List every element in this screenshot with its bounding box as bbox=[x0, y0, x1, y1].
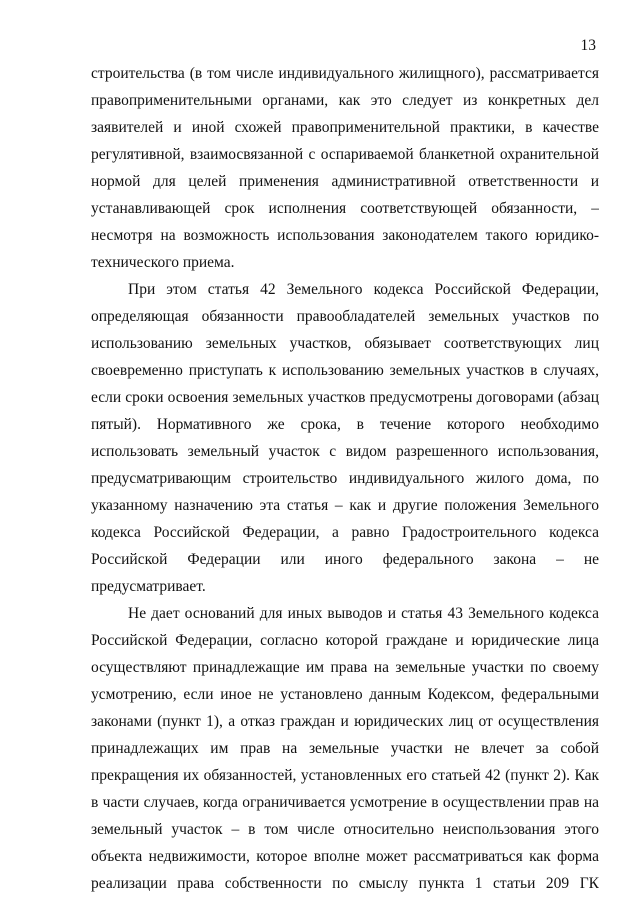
text-line: Российской Федерации, согласно которой граждане и юридические лица bbox=[91, 632, 599, 649]
text-line: принадлежащих им прав на земельные участки не влечет за собой bbox=[91, 740, 599, 757]
text-line: определяющая обязанности правообладателей земельных участков по bbox=[91, 308, 599, 325]
text-line: своевременно приступать к использованию земельных участков в случаях, bbox=[91, 362, 599, 379]
text-line: строительства (в том числе индивидуального жилищного), рассматривается bbox=[91, 65, 599, 82]
text-line: заявителей и иной схожей правоприменительной практики, в качестве bbox=[91, 119, 599, 136]
text-line: устанавливающей срок исполнения соответствующей обязанности, – bbox=[91, 200, 599, 217]
body-text bbox=[91, 64, 599, 901]
text-line: предусматривает. bbox=[91, 578, 206, 595]
paragraph bbox=[91, 280, 599, 604]
text-line: использовать земельный участок с видом разрешенного использования, bbox=[91, 443, 599, 460]
text-line: правоприменительными органами, как это следует из конкретных дел bbox=[91, 92, 599, 109]
text-line: Российской Федерации или иного федерального закона – не bbox=[91, 551, 599, 568]
text-line: регулятивной, взаимосвязанной с оспариваемой бланкетной охранительной bbox=[91, 146, 599, 163]
text-line: кодекса Российской Федерации, а равно Градостроительного кодекса bbox=[91, 524, 599, 541]
text-line: технического приема. bbox=[91, 254, 235, 271]
text-line: осуществляют принадлежащие им права на земельные участки по своему bbox=[91, 659, 599, 676]
text-line: законами (пункт 1), а отказ граждан и юридических лиц от осуществления bbox=[91, 713, 599, 730]
text-line: если сроки освоения земельных участков предусмотрены договорами (абзац bbox=[91, 389, 599, 406]
paragraph bbox=[91, 64, 599, 280]
text-line: усмотрению, если иное не установлено данным Кодексом, федеральными bbox=[91, 686, 599, 703]
text-line: прекращения их обязанностей, установленных его статьей 42 (пункт 2). Как bbox=[91, 767, 599, 784]
text-line: предусматривающим строительство индивидуального жилого дома, по bbox=[91, 470, 599, 487]
text-line: Не дает оснований для иных выводов и статья 43 Земельного кодекса bbox=[128, 605, 599, 622]
text-line: объекта недвижимости, которое вполне может рассматриваться как форма bbox=[91, 848, 599, 865]
text-line: указанному назначению эта статья – как и другие положения Земельного bbox=[91, 497, 599, 514]
text-line: земельный участок – в том числе относительно неиспользования этого bbox=[91, 821, 599, 838]
text-line: пятый). Нормативного же срока, в течение которого необходимо bbox=[91, 416, 599, 433]
text-line: использованию земельных участков, обязывает соответствующих лиц bbox=[91, 335, 599, 352]
paragraph bbox=[91, 604, 599, 901]
text-line: в части случаев, когда ограничивается усмотрение в осуществлении прав на bbox=[91, 794, 599, 811]
text-line: При этом статья 42 Земельного кодекса Российской Федерации, bbox=[128, 281, 599, 298]
text-line: нормой для целей применения административной ответственности и bbox=[91, 173, 599, 190]
text-line: реализации права собственности по смыслу пункта 1 статьи 209 ГК bbox=[91, 875, 599, 892]
page-number: 13 bbox=[580, 37, 596, 54]
text-line: несмотря на возможность использования законодателем такого юридико- bbox=[91, 227, 599, 244]
